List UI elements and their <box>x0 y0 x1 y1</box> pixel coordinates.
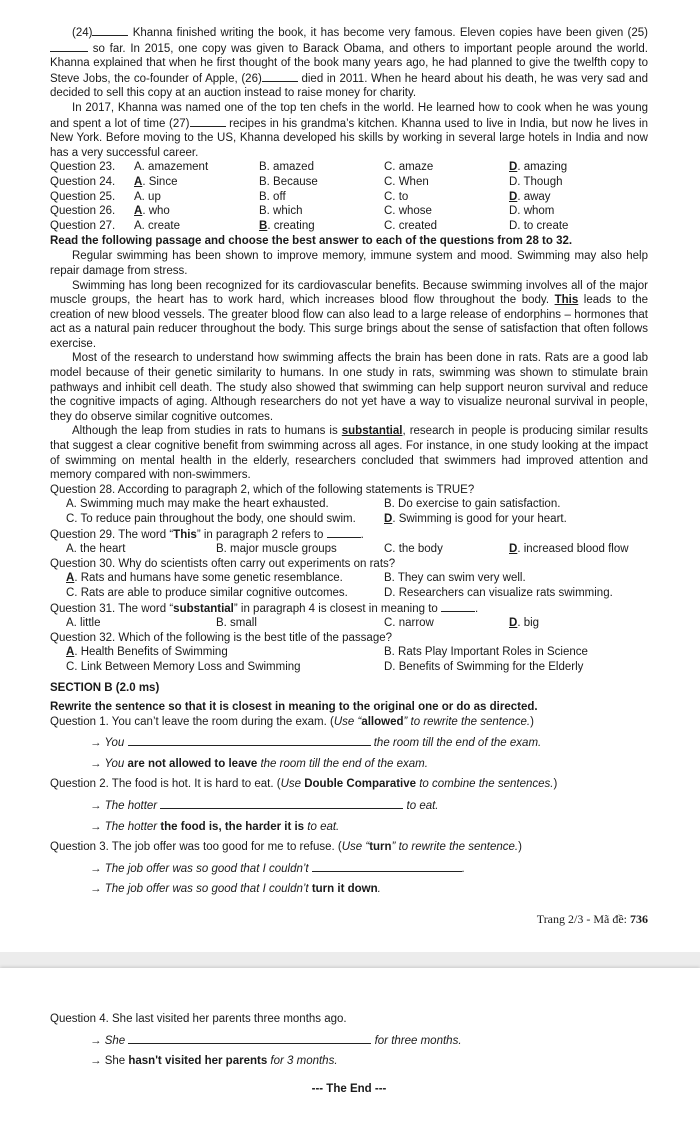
question-31-stem: Question 31. The word “substantial” in paragraph 4 is closest in meaning to . <box>50 602 479 615</box>
option-a-correct[interactable]: A. Rats and humans have some genetic resemblance. <box>66 572 343 585</box>
passage2-paragraph3: Most of the research to understand how swimming affects the brain has been done in rats. Rats are a good lab model because of their genetic similarity to humans. In one study in rats, swimming was shown to stimulate brain pathways and inhibit cell death. The study also showed that swimming can help support neuron survival and reduce the cognitive impacts of aging. Although researchers do not yet have a way to visualize neuronal survival in people, they do observe similar cognitive outcomes. <box>50 352 648 423</box>
rewrite-3-blank[interactable] <box>312 861 462 872</box>
option-a-correct[interactable]: A. who <box>134 205 170 218</box>
option-c[interactable]: C. To reduce pain throughout the body, one should swim. <box>66 513 356 525</box>
rewrite-question-2: Question 2. The food is hot. It is hard to eat. (Use Double Comparative to combine the sentences.) <box>50 778 558 791</box>
blank-26 <box>262 71 298 82</box>
option-d[interactable]: D. Researchers can visualize rats swimming. <box>384 586 613 599</box>
rewrite-1-prompt: → You the room till the end of the exam. <box>90 737 542 750</box>
question-23: Question 23. A. amazement B. amazed C. amaze D. amazing <box>50 160 648 175</box>
section-b-title: SECTION B (2.0 ms) <box>50 681 160 694</box>
question-32-stem: Question 32. Which of the following is the best title of the passage? <box>50 631 393 644</box>
option-b[interactable]: B. amazed <box>259 161 314 174</box>
question-26: Question 26. A. who B. which C. whose D. whom <box>50 204 648 219</box>
rewrite-question-4: Question 4. She last visited her parents three months ago. <box>50 1013 347 1025</box>
rewrite-question-1: Question 1. You can’t leave the room during the exam. (Use “allowed” to rewrite the sentence.) <box>50 715 534 728</box>
option-c[interactable]: C. Rats are able to produce similar cognitive outcomes. <box>66 586 348 599</box>
option-b[interactable]: B. Do exercise to gain satisfaction. <box>384 498 561 511</box>
rewrite-1-blank[interactable] <box>128 735 371 746</box>
answer-blank <box>327 527 361 538</box>
option-d-correct[interactable]: D. big <box>509 617 540 630</box>
question-27: Question 27. A. create B. creating C. created D. to create <box>50 219 648 234</box>
rewrite-2-answer: → The hotter the food is, the harder it is to eat. <box>90 820 340 833</box>
passage1-paragraph1: (24) Khanna finished writing the book, it has become very famous. Eleven copies have been given (25) so far. In 2015, one copy was given to Barack Obama, and others to important people around the world. Khanna explained that when he first thought of the book many years ago, he had planned to give the twelfth copy to Steve Jobs, the co-founder of Apple, (26) died in 2011. When he heard about his death, he was very sad and decided to sell this copy at an auction instead to raise money for charity. <box>50 27 648 100</box>
option-d[interactable]: D. Benefits of Swimming for the Elderly <box>384 660 584 673</box>
option-c[interactable]: C. narrow <box>384 617 434 630</box>
option-d-correct[interactable]: D. amazing <box>509 161 568 174</box>
rewrite-3-prompt: → The job offer was so good that I couldn’t . <box>90 862 466 875</box>
option-d[interactable]: D. whom <box>509 205 555 218</box>
option-d[interactable]: D. Though <box>509 175 563 188</box>
option-b[interactable]: B. small <box>216 617 257 630</box>
vocab-word-substantial: substantial <box>341 425 403 438</box>
option-c[interactable]: C. the body <box>384 543 443 556</box>
question-28-stem: Question 28. According to paragraph 2, which of the following statements is TRUE? <box>50 483 475 496</box>
referent-word-this: This <box>554 294 579 307</box>
passage2-paragraph2: Swimming has long been recognized for its cardiovascular benefits. Because swimming involves all of the major muscle groups, the heart has to work hard, which increases blood flow throughout the body. This leads to the creation of new blood vessels. The greater blood flow can also lead to a large release of endorphins – hormones that act as a natural pain reducer throughout the body. This surge brings about the sense of satisfaction that often follows exercise. <box>50 279 649 350</box>
option-c[interactable]: C. When <box>384 175 429 188</box>
option-a[interactable]: A. create <box>134 219 181 232</box>
option-a-correct[interactable]: A. Health Benefits of Swimming <box>66 646 228 659</box>
question-24: Question 24. A. Since B. Because C. When D. Though <box>50 175 648 190</box>
rewrite-4-prompt: → She for three months. <box>90 1034 462 1047</box>
question-30-options <box>50 571 648 586</box>
option-a[interactable]: A. little <box>66 617 101 630</box>
rewrite-3-answer: → The job offer was so good that I couldn’t turn it down. <box>90 883 381 896</box>
page-footer: Trang 2/3 - Mã đề: 736 <box>536 912 648 926</box>
blank-24 <box>92 25 128 36</box>
blank-24-label: (24) <box>72 27 93 39</box>
option-a-correct[interactable]: A. Since <box>134 175 178 188</box>
question-25: Question 25. A. up B. off C. to D. away <box>50 190 648 205</box>
option-c[interactable]: C. amaze <box>384 161 434 174</box>
option-b[interactable]: B. which <box>259 205 303 218</box>
option-a[interactable]: A. amazement <box>134 161 209 174</box>
blank-25 <box>50 41 88 52</box>
passage2-paragraph4: Although the leap from studies in rats to humans is substantial, research in people is producing similar results that suggest a clear cognitive benefit from swimming across all ages. For instance, in one study looking at the impact of swimming on mental health in the elderly, researchers concluded that swimmers had improved attention and memory compared with non-swimmers. <box>50 425 648 482</box>
the-end-marker: --- The End --- <box>311 1082 387 1095</box>
question-28-options <box>50 497 648 512</box>
option-d-correct[interactable]: D. away <box>509 190 551 203</box>
option-c[interactable]: C. whose <box>384 205 432 218</box>
rewrite-1-answer: → You are not allowed to leave the room till the end of the exam. <box>90 757 428 770</box>
blank-27 <box>190 116 226 127</box>
passage1-paragraph2: In 2017, Khanna was named one of the top ten chefs in the world. He learned how to cook when he was young and spent a lot of time (27) recipes in his grandma’s kitchen. Khanna used to live in India, but now he lives in New York. Before moving to the US, Khanna developed his skills by working in several large hotels in India and now has a very successful career. <box>50 101 648 159</box>
option-c[interactable]: C. to <box>384 190 409 203</box>
rewrite-2-prompt: → The hotter to eat. <box>90 799 439 812</box>
question-31-options <box>50 616 648 631</box>
question-30-stem: Question 30. Why do scientists often carry out experiments on rats? <box>50 557 396 570</box>
option-d[interactable]: D. to create <box>509 219 569 232</box>
answer-blank <box>441 601 475 612</box>
option-b[interactable]: B. Rats Play Important Roles in Science <box>384 646 588 659</box>
option-d-correct[interactable]: D. increased blood flow <box>509 543 629 556</box>
rewrite-4-answer: → She hasn't visited her parents for 3 months. <box>90 1055 338 1068</box>
exam-page-3-snippet <box>0 968 700 1124</box>
reading-heading: Read the following passage and choose the best answer to each of the questions from 28 to 32. <box>50 235 573 248</box>
option-b-correct[interactable]: B. creating <box>259 219 315 232</box>
rewrite-question-3: Question 3. The job offer was too good for me to refuse. (Use “turn” to rewrite the sentence.) <box>50 841 522 854</box>
question-28-options-2 <box>50 512 648 527</box>
option-c[interactable]: C. Link Between Memory Loss and Swimming <box>66 660 301 673</box>
option-b[interactable]: B. major muscle groups <box>216 543 337 556</box>
rewrite-4-blank[interactable] <box>128 1033 371 1044</box>
question-30-options-2 <box>50 586 648 601</box>
question-32-options <box>50 645 648 660</box>
passage2-paragraph1: Regular swimming has been shown to improve memory, immune system and mood. Swimming may also help repair damage from stress. <box>50 250 648 277</box>
option-d-correct[interactable]: D. Swimming is good for your heart. <box>384 513 567 525</box>
grid-questions <box>50 160 648 233</box>
option-b[interactable]: B. Because <box>259 175 318 188</box>
option-a[interactable]: A. the heart <box>66 543 126 556</box>
option-b[interactable]: B. off <box>259 190 286 203</box>
option-b[interactable]: B. They can swim very well. <box>384 572 526 585</box>
option-c[interactable]: C. created <box>384 219 438 232</box>
section-b-instruction: Rewrite the sentence so that it is closest in meaning to the original one or do as directed. <box>50 700 538 713</box>
question-29-options <box>50 542 648 557</box>
question-29-stem: Question 29. The word “This” in paragraph 2 refers to . <box>50 528 364 541</box>
option-a[interactable]: A. up <box>134 190 161 203</box>
option-a[interactable]: A. Swimming much may make the heart exhausted. <box>66 498 329 511</box>
rewrite-2-blank[interactable] <box>160 798 403 809</box>
question-32-options-2 <box>50 660 648 675</box>
